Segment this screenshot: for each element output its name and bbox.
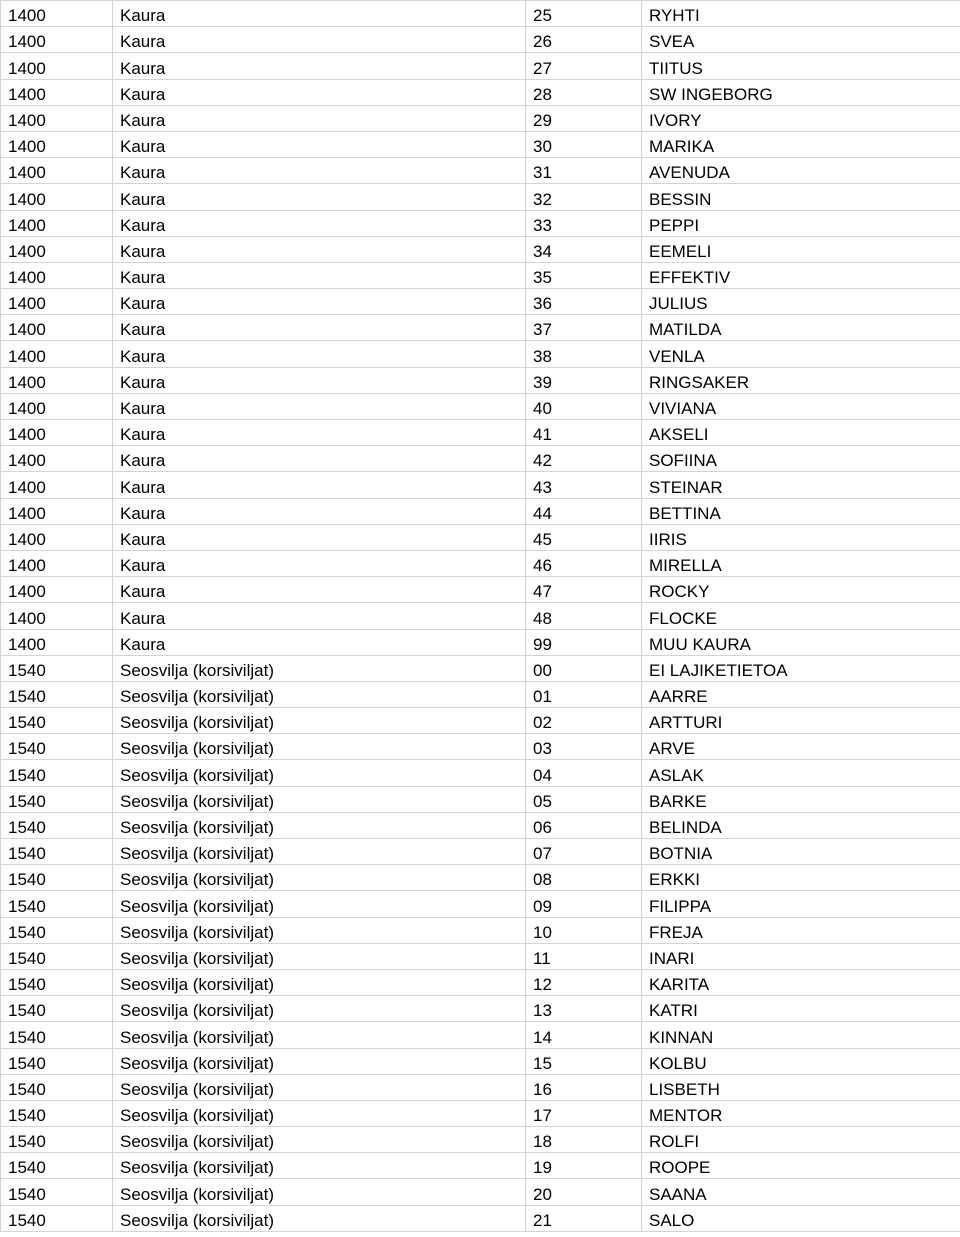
variety-code-cell: 17 xyxy=(526,1100,642,1126)
crop-name-cell: Kaura xyxy=(113,446,526,472)
table-row xyxy=(1,1205,960,1231)
table-row xyxy=(1,969,960,995)
crop-code-cell: 1400 xyxy=(1,603,113,629)
crop-code-cell: 1400 xyxy=(1,524,113,550)
crop-code-cell: 1540 xyxy=(1,865,113,891)
table-row xyxy=(1,943,960,969)
table-row xyxy=(1,158,960,184)
variety-name-cell: KARITA xyxy=(642,969,960,995)
variety-name-cell: SVEA xyxy=(642,27,960,53)
table-row xyxy=(1,891,960,917)
crop-name-cell: Kaura xyxy=(113,105,526,131)
crop-code-cell: 1400 xyxy=(1,1,113,27)
variety-name-cell: AVENUDA xyxy=(642,158,960,184)
crop-name-cell: Seosvilja (korsiviljat) xyxy=(113,1153,526,1179)
variety-name-cell: ARTTURI xyxy=(642,708,960,734)
table-row xyxy=(1,420,960,446)
crop-name-cell: Seosvilja (korsiviljat) xyxy=(113,1100,526,1126)
crop-code-cell: 1540 xyxy=(1,891,113,917)
crop-name-cell: Seosvilja (korsiviljat) xyxy=(113,943,526,969)
crop-code-cell: 1400 xyxy=(1,236,113,262)
crop-name-cell: Kaura xyxy=(113,315,526,341)
variety-name-cell: ARVE xyxy=(642,734,960,760)
variety-code-cell: 47 xyxy=(526,577,642,603)
table-row xyxy=(1,341,960,367)
crop-code-cell: 1400 xyxy=(1,315,113,341)
variety-code-cell: 42 xyxy=(526,446,642,472)
variety-code-cell: 12 xyxy=(526,969,642,995)
table-row xyxy=(1,734,960,760)
variety-code-cell: 25 xyxy=(526,1,642,27)
variety-code-cell: 36 xyxy=(526,289,642,315)
variety-code-cell: 18 xyxy=(526,1127,642,1153)
table-row xyxy=(1,760,960,786)
crop-code-cell: 1540 xyxy=(1,708,113,734)
table-row xyxy=(1,1,960,27)
crop-code-cell: 1540 xyxy=(1,655,113,681)
crop-code-cell: 1400 xyxy=(1,550,113,576)
crop-code-cell: 1540 xyxy=(1,917,113,943)
variety-name-cell: FLOCKE xyxy=(642,603,960,629)
crop-code-cell: 1540 xyxy=(1,969,113,995)
variety-code-cell: 37 xyxy=(526,315,642,341)
table-row xyxy=(1,105,960,131)
table-row xyxy=(1,367,960,393)
crop-name-cell: Kaura xyxy=(113,341,526,367)
table-row xyxy=(1,603,960,629)
variety-code-cell: 19 xyxy=(526,1153,642,1179)
table-row xyxy=(1,131,960,157)
crop-name-cell: Seosvilja (korsiviljat) xyxy=(113,891,526,917)
crop-name-cell: Kaura xyxy=(113,79,526,105)
crop-name-cell: Kaura xyxy=(113,27,526,53)
variety-code-cell: 01 xyxy=(526,681,642,707)
variety-code-cell: 48 xyxy=(526,603,642,629)
crop-code-cell: 1400 xyxy=(1,393,113,419)
variety-name-cell: AARRE xyxy=(642,681,960,707)
variety-code-cell: 44 xyxy=(526,498,642,524)
variety-name-cell: LISBETH xyxy=(642,1074,960,1100)
crop-name-cell: Seosvilja (korsiviljat) xyxy=(113,917,526,943)
table-row xyxy=(1,550,960,576)
crop-name-cell: Seosvilja (korsiviljat) xyxy=(113,969,526,995)
variety-name-cell: INARI xyxy=(642,943,960,969)
variety-code-cell: 33 xyxy=(526,210,642,236)
crop-name-cell: Seosvilja (korsiviljat) xyxy=(113,655,526,681)
variety-name-cell: SW INGEBORG xyxy=(642,79,960,105)
crop-name-cell: Seosvilja (korsiviljat) xyxy=(113,812,526,838)
variety-code-cell: 03 xyxy=(526,734,642,760)
variety-code-cell: 41 xyxy=(526,420,642,446)
variety-code-cell: 08 xyxy=(526,865,642,891)
variety-name-cell: KOLBU xyxy=(642,1048,960,1074)
variety-name-cell: VIVIANA xyxy=(642,393,960,419)
variety-code-cell: 07 xyxy=(526,839,642,865)
crop-code-cell: 1400 xyxy=(1,367,113,393)
crop-code-cell: 1540 xyxy=(1,812,113,838)
variety-name-cell: RYHTI xyxy=(642,1,960,27)
table-row xyxy=(1,262,960,288)
table-row xyxy=(1,917,960,943)
crop-code-cell: 1400 xyxy=(1,341,113,367)
variety-code-cell: 00 xyxy=(526,655,642,681)
table-row xyxy=(1,446,960,472)
variety-code-cell: 21 xyxy=(526,1205,642,1231)
crop-name-cell: Kaura xyxy=(113,210,526,236)
crop-name-cell: Kaura xyxy=(113,53,526,79)
variety-name-cell: ROOPE xyxy=(642,1153,960,1179)
crop-name-cell: Seosvilja (korsiviljat) xyxy=(113,865,526,891)
variety-name-cell: MATILDA xyxy=(642,315,960,341)
variety-code-cell: 32 xyxy=(526,184,642,210)
variety-name-cell: BESSIN xyxy=(642,184,960,210)
crop-name-cell: Kaura xyxy=(113,158,526,184)
crop-name-cell: Kaura xyxy=(113,367,526,393)
table-row xyxy=(1,1153,960,1179)
variety-name-cell: SAANA xyxy=(642,1179,960,1205)
crop-name-cell: Seosvilja (korsiviljat) xyxy=(113,996,526,1022)
variety-code-cell: 39 xyxy=(526,367,642,393)
table-row xyxy=(1,289,960,315)
crop-code-cell: 1400 xyxy=(1,131,113,157)
variety-name-cell: KINNAN xyxy=(642,1022,960,1048)
variety-code-cell: 10 xyxy=(526,917,642,943)
variety-name-cell: KATRI xyxy=(642,996,960,1022)
variety-name-cell: EEMELI xyxy=(642,236,960,262)
table-row xyxy=(1,786,960,812)
table-row xyxy=(1,27,960,53)
crop-code-cell: 1540 xyxy=(1,1074,113,1100)
table-row xyxy=(1,1127,960,1153)
variety-code-cell: 04 xyxy=(526,760,642,786)
crop-name-cell: Seosvilja (korsiviljat) xyxy=(113,681,526,707)
variety-name-cell: IIRIS xyxy=(642,524,960,550)
crop-name-cell: Kaura xyxy=(113,603,526,629)
crop-code-cell: 1540 xyxy=(1,681,113,707)
variety-name-cell: MARIKA xyxy=(642,131,960,157)
variety-code-cell: 43 xyxy=(526,472,642,498)
variety-name-cell: PEPPI xyxy=(642,210,960,236)
variety-name-cell: ROCKY xyxy=(642,577,960,603)
crop-name-cell: Seosvilja (korsiviljat) xyxy=(113,1205,526,1231)
variety-name-cell: STEINAR xyxy=(642,472,960,498)
variety-code-cell: 40 xyxy=(526,393,642,419)
variety-name-cell: SALO xyxy=(642,1205,960,1231)
variety-code-cell: 35 xyxy=(526,262,642,288)
variety-code-cell: 34 xyxy=(526,236,642,262)
variety-code-cell: 30 xyxy=(526,131,642,157)
variety-name-cell: FREJA xyxy=(642,917,960,943)
table-row xyxy=(1,472,960,498)
crop-code-cell: 1400 xyxy=(1,27,113,53)
variety-code-cell: 99 xyxy=(526,629,642,655)
crop-code-cell: 1400 xyxy=(1,184,113,210)
table-row xyxy=(1,393,960,419)
table-row xyxy=(1,210,960,236)
crop-name-cell: Seosvilja (korsiviljat) xyxy=(113,1179,526,1205)
variety-name-cell: MUU KAURA xyxy=(642,629,960,655)
crop-code-cell: 1400 xyxy=(1,53,113,79)
crop-code-cell: 1400 xyxy=(1,262,113,288)
crop-name-cell: Kaura xyxy=(113,393,526,419)
variety-code-cell: 13 xyxy=(526,996,642,1022)
variety-code-cell: 20 xyxy=(526,1179,642,1205)
variety-code-cell: 27 xyxy=(526,53,642,79)
crop-code-cell: 1540 xyxy=(1,839,113,865)
variety-name-cell: SOFIINA xyxy=(642,446,960,472)
variety-name-cell: TIITUS xyxy=(642,53,960,79)
variety-name-cell: BARKE xyxy=(642,786,960,812)
crop-code-cell: 1540 xyxy=(1,760,113,786)
crop-name-cell: Kaura xyxy=(113,524,526,550)
crop-code-cell: 1540 xyxy=(1,1127,113,1153)
crop-name-cell: Kaura xyxy=(113,498,526,524)
variety-code-cell: 38 xyxy=(526,341,642,367)
variety-name-cell: JULIUS xyxy=(642,289,960,315)
crop-code-cell: 1540 xyxy=(1,996,113,1022)
crop-code-cell: 1400 xyxy=(1,79,113,105)
table-row xyxy=(1,629,960,655)
crop-code-cell: 1540 xyxy=(1,1179,113,1205)
crop-name-cell: Seosvilja (korsiviljat) xyxy=(113,1127,526,1153)
table-row xyxy=(1,839,960,865)
crop-code-cell: 1400 xyxy=(1,629,113,655)
table-row xyxy=(1,53,960,79)
variety-code-cell: 16 xyxy=(526,1074,642,1100)
crop-name-cell: Seosvilja (korsiviljat) xyxy=(113,734,526,760)
variety-code-cell: 02 xyxy=(526,708,642,734)
variety-name-cell: ERKKI xyxy=(642,865,960,891)
crop-name-cell: Seosvilja (korsiviljat) xyxy=(113,760,526,786)
variety-name-cell: MIRELLA xyxy=(642,550,960,576)
crop-code-cell: 1400 xyxy=(1,446,113,472)
variety-code-cell: 15 xyxy=(526,1048,642,1074)
table-row xyxy=(1,315,960,341)
crop-name-cell: Seosvilja (korsiviljat) xyxy=(113,786,526,812)
crop-name-cell: Seosvilja (korsiviljat) xyxy=(113,1074,526,1100)
table-row xyxy=(1,236,960,262)
variety-name-cell: EI LAJIKETIETOA xyxy=(642,655,960,681)
table-row xyxy=(1,655,960,681)
crop-name-cell: Kaura xyxy=(113,1,526,27)
crop-code-cell: 1400 xyxy=(1,498,113,524)
crop-code-cell: 1400 xyxy=(1,158,113,184)
table-row xyxy=(1,498,960,524)
table-row xyxy=(1,1179,960,1205)
variety-code-cell: 05 xyxy=(526,786,642,812)
crop-code-cell: 1400 xyxy=(1,420,113,446)
variety-code-cell: 46 xyxy=(526,550,642,576)
crop-name-cell: Kaura xyxy=(113,577,526,603)
variety-name-cell: IVORY xyxy=(642,105,960,131)
variety-code-cell: 14 xyxy=(526,1022,642,1048)
variety-name-cell: RINGSAKER xyxy=(642,367,960,393)
crop-code-cell: 1400 xyxy=(1,577,113,603)
crop-code-cell: 1400 xyxy=(1,472,113,498)
table-row xyxy=(1,1048,960,1074)
variety-code-cell: 26 xyxy=(526,27,642,53)
crop-code-cell: 1540 xyxy=(1,1153,113,1179)
variety-name-cell: BETTINA xyxy=(642,498,960,524)
crop-code-cell: 1540 xyxy=(1,734,113,760)
crop-name-cell: Seosvilja (korsiviljat) xyxy=(113,1048,526,1074)
crop-name-cell: Kaura xyxy=(113,131,526,157)
table-row xyxy=(1,1100,960,1126)
crop-name-cell: Kaura xyxy=(113,289,526,315)
variety-code-cell: 28 xyxy=(526,79,642,105)
table-row xyxy=(1,79,960,105)
variety-name-cell: EFFEKTIV xyxy=(642,262,960,288)
crop-code-cell: 1540 xyxy=(1,1022,113,1048)
crop-code-cell: 1540 xyxy=(1,943,113,969)
crop-name-cell: Seosvilja (korsiviljat) xyxy=(113,708,526,734)
table-row xyxy=(1,681,960,707)
variety-name-cell: MENTOR xyxy=(642,1100,960,1126)
crop-name-cell: Kaura xyxy=(113,550,526,576)
variety-name-cell: ASLAK xyxy=(642,760,960,786)
crop-code-cell: 1400 xyxy=(1,289,113,315)
crop-code-cell: 1400 xyxy=(1,105,113,131)
variety-code-cell: 29 xyxy=(526,105,642,131)
table-row xyxy=(1,577,960,603)
variety-name-cell: AKSELI xyxy=(642,420,960,446)
crop-name-cell: Kaura xyxy=(113,262,526,288)
table-row xyxy=(1,996,960,1022)
crop-code-cell: 1400 xyxy=(1,210,113,236)
table-row xyxy=(1,865,960,891)
table-row xyxy=(1,1022,960,1048)
crop-name-cell: Seosvilja (korsiviljat) xyxy=(113,839,526,865)
variety-code-cell: 45 xyxy=(526,524,642,550)
crop-code-cell: 1540 xyxy=(1,786,113,812)
variety-code-cell: 09 xyxy=(526,891,642,917)
variety-code-cell: 11 xyxy=(526,943,642,969)
table-row xyxy=(1,1074,960,1100)
crop-code-cell: 1540 xyxy=(1,1048,113,1074)
variety-name-cell: BOTNIA xyxy=(642,839,960,865)
crop-name-cell: Seosvilja (korsiviljat) xyxy=(113,1022,526,1048)
variety-code-cell: 31 xyxy=(526,158,642,184)
table-row xyxy=(1,812,960,838)
variety-code-cell: 06 xyxy=(526,812,642,838)
variety-name-cell: ROLFI xyxy=(642,1127,960,1153)
variety-name-cell: FILIPPA xyxy=(642,891,960,917)
table-row xyxy=(1,524,960,550)
crop-name-cell: Kaura xyxy=(113,472,526,498)
crop-name-cell: Kaura xyxy=(113,420,526,446)
crop-name-cell: Kaura xyxy=(113,184,526,210)
variety-name-cell: VENLA xyxy=(642,341,960,367)
crop-code-cell: 1540 xyxy=(1,1205,113,1231)
crop-name-cell: Kaura xyxy=(113,629,526,655)
crop-code-cell: 1540 xyxy=(1,1100,113,1126)
table-row xyxy=(1,184,960,210)
variety-name-cell: BELINDA xyxy=(642,812,960,838)
crop-name-cell: Kaura xyxy=(113,236,526,262)
variety-table-body xyxy=(1,1,960,1232)
table-row xyxy=(1,708,960,734)
